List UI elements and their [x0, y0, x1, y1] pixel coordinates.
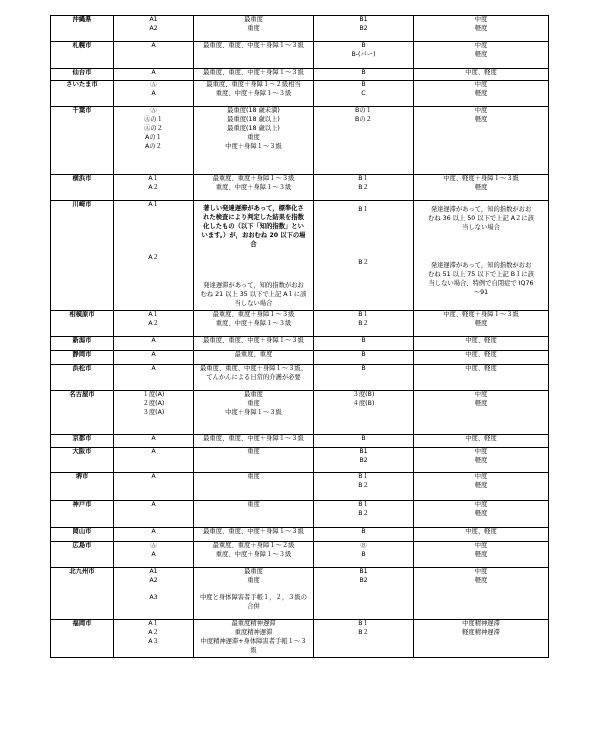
grade-cell: [114, 69, 194, 81]
grade-description-cell: [414, 107, 549, 175]
cell-text: 軽度: [474, 550, 488, 558]
cell-text: 著しい発達遅滞があって，標準化さ: [203, 205, 304, 212]
municipality-cell: 沖縄県: [51, 16, 114, 42]
grade-description-cell: [194, 542, 314, 568]
cell-text: 中度: [474, 473, 488, 480]
cell-text: B: [361, 435, 366, 442]
cell-text: 最重度: [244, 16, 263, 23]
grade-cell: [114, 81, 194, 107]
cell-text: 中度、軽度: [465, 435, 497, 442]
cell-text: B: [361, 365, 366, 372]
cell-text: 最重度、重度、中度＋身障１～３級: [203, 69, 304, 76]
cell-text: 重度: [247, 501, 260, 508]
cell-text: むね 51 以上 75 以下で上記 B１に該: [428, 270, 534, 278]
municipality-cell: 広島市: [51, 542, 114, 568]
cell-text: Ⓐ: [150, 81, 157, 88]
cell-text: A3: [149, 593, 158, 601]
grade-description-cell: [414, 568, 549, 620]
municipality-cell: 千葉市: [51, 107, 114, 175]
grade-cell: [314, 528, 414, 542]
cell-text: Bの１: [355, 107, 372, 114]
grade-description-cell: [194, 311, 314, 337]
cell-text: 重度: [247, 133, 260, 141]
cell-text: A１: [148, 175, 159, 182]
grade-description-cell: [414, 337, 549, 351]
grade-description-cell: [194, 69, 314, 81]
cell-text: むね 36 以上 50 以下で上記 A２に該: [428, 214, 534, 222]
municipality-cell: 札幌市: [51, 42, 114, 69]
cell-text: 重度: [247, 24, 260, 32]
cell-text: B1: [359, 16, 368, 23]
cell-text: 発達遅滞があって，知的指数がおお: [430, 206, 532, 213]
cell-text: 最重度(18 歳以上): [227, 124, 280, 132]
grade-cell: [114, 528, 194, 542]
cell-text: 最重度、重度＋身障１～３級: [212, 311, 295, 318]
table-row: [51, 448, 549, 473]
grade-description-cell: [194, 528, 314, 542]
grade-cell: [114, 473, 194, 501]
table-body: [51, 16, 549, 658]
cell-text: 軽度: [474, 50, 488, 58]
cell-text: B2: [359, 24, 368, 32]
cell-text: B: [361, 42, 366, 49]
cell-text: A１: [148, 311, 159, 318]
cell-text: 中度、軽度: [465, 337, 497, 344]
table-row: [51, 311, 549, 337]
cell-text: むね 21 以上 35 以下で上記 A１に該: [200, 290, 307, 298]
cell-text: A: [151, 42, 156, 49]
cell-text: 重度、中度＋身障１～３級: [215, 183, 292, 191]
cell-text: A２: [148, 183, 159, 191]
table-row: [51, 473, 549, 501]
municipality-cell: 川崎市: [51, 201, 114, 311]
grade-description-cell: [414, 391, 549, 435]
cell-text: ３度(B): [352, 391, 375, 398]
grade-description-cell: [194, 448, 314, 473]
grade-description-cell: [414, 435, 549, 448]
municipality-cell: 仙台市: [51, 69, 114, 81]
cell-text: １度(A): [142, 391, 165, 398]
cell-text: 重度精神遅滞: [234, 628, 273, 636]
table-row: [51, 435, 549, 448]
grade-cell: [114, 620, 194, 658]
cell-text: B: [361, 528, 366, 535]
table-row: [51, 201, 549, 311]
grade-cell: [114, 501, 194, 528]
grade-description-cell: [414, 528, 549, 542]
cell-text: 中度: [474, 448, 488, 455]
cell-text: 中度: [474, 42, 488, 49]
cell-text: 中度、軽度: [465, 365, 497, 372]
grade-cell: [314, 201, 414, 311]
cell-text: ～91: [473, 288, 489, 296]
grade-cell: [114, 568, 194, 620]
cell-text: 中度: [474, 391, 488, 398]
grade-cell: [114, 435, 194, 448]
grade-description-cell: [194, 568, 314, 620]
classification-table: [50, 15, 549, 658]
cell-text: Ⓐ: [150, 542, 157, 549]
grade-cell: [314, 568, 414, 620]
cell-text: A: [151, 69, 156, 76]
cell-text: 重度、中度＋身障１～３級: [215, 89, 292, 97]
cell-text: A: [151, 435, 156, 442]
grade-cell: [314, 311, 414, 337]
grade-cell: [114, 42, 194, 69]
cell-text: B2: [359, 576, 368, 584]
grade-description-cell: [194, 391, 314, 435]
cell-text: 重度、中度＋身障１～３級: [215, 550, 292, 558]
cell-text: B１: [358, 473, 369, 480]
grade-description-cell: [194, 620, 314, 658]
grade-description-cell: [194, 337, 314, 351]
grade-cell: [114, 351, 194, 365]
grade-description-cell: [194, 175, 314, 201]
cell-text: A: [151, 550, 156, 558]
municipality-cell: 堺市: [51, 473, 114, 501]
cell-text: B２: [358, 481, 369, 489]
cell-text: B: [361, 337, 366, 344]
municipality-cell: 北九州市: [51, 568, 114, 620]
cell-text: てんかんによる日常的介護が必要: [206, 373, 301, 381]
grade-description-cell: [414, 448, 549, 473]
grade-description-cell: [414, 473, 549, 501]
table-row: [51, 365, 549, 391]
grade-description-cell: [194, 473, 314, 501]
cell-text: Ⓐの２: [144, 124, 163, 132]
grade-description-cell: [194, 201, 314, 311]
cell-text: A2: [149, 24, 158, 32]
table-row: [51, 542, 549, 568]
cell-text: 当しない場合: [462, 223, 500, 231]
cell-text: A２: [148, 628, 159, 636]
cell-text: B２: [358, 183, 369, 191]
grade-description-cell: [194, 107, 314, 175]
table-row: [51, 81, 549, 107]
cell-text: 軽度: [474, 24, 488, 32]
cell-text: 軽度: [474, 481, 488, 489]
grade-description-cell: [414, 81, 549, 107]
cell-text: B: [361, 550, 366, 558]
grade-description-cell: [194, 81, 314, 107]
grade-description-cell: [194, 351, 314, 365]
grade-description-cell: [414, 16, 549, 42]
cell-text: Bの２: [355, 115, 372, 123]
grade-cell: [114, 448, 194, 473]
grade-description-cell: [194, 42, 314, 69]
cell-text: 中度: [474, 81, 488, 88]
cell-text: B２: [358, 509, 369, 517]
cell-text: B-(バー): [351, 50, 376, 58]
municipality-cell: さいたま市: [51, 81, 114, 107]
grade-cell: [314, 435, 414, 448]
cell-text: 中度: [474, 107, 488, 114]
cell-text: 最重度精神遅滞: [231, 620, 276, 627]
cell-text: 最重度、重度: [234, 351, 273, 358]
table-row: [51, 568, 549, 620]
cell-text: B１: [358, 620, 369, 627]
table-row: [51, 337, 549, 351]
cell-text: A１: [148, 620, 159, 627]
grade-description-cell: [414, 201, 549, 311]
cell-text: 重度: [247, 399, 260, 407]
cell-text: 最重度: [244, 391, 263, 398]
cell-text: 中度精神遅滞+身体障害者手帳１～３: [200, 637, 307, 645]
grade-description-cell: [414, 365, 549, 391]
grade-cell: [314, 391, 414, 435]
cell-text: 中度＋身障１～３級: [225, 408, 282, 416]
cell-text: 最重度、重度、中度＋身障１～３級: [203, 42, 304, 49]
grade-description-cell: [414, 42, 549, 69]
grade-description-cell: [414, 542, 549, 568]
municipality-cell: 福岡市: [51, 620, 114, 658]
cell-text: A1: [149, 16, 158, 23]
cell-text: 軽度: [474, 399, 488, 407]
cell-text: A2: [149, 576, 158, 584]
grade-cell: [314, 620, 414, 658]
grade-description-cell: [414, 620, 549, 658]
municipality-cell: 相模原市: [51, 311, 114, 337]
cell-text: 中度と身体障害者手帳１，２，３級の: [199, 593, 308, 601]
municipality-cell: 京都市: [51, 435, 114, 448]
cell-text: B１: [358, 501, 369, 508]
cell-text: 発達遅滞があって，知的指数がおお: [203, 281, 304, 289]
grade-cell: [314, 107, 414, 175]
grade-description-cell: [194, 435, 314, 448]
cell-text: 中度、軽度: [465, 351, 497, 358]
grade-cell: [314, 365, 414, 391]
municipality-cell: 静岡市: [51, 351, 114, 365]
cell-text: 中度＋身障１～３級: [225, 142, 282, 150]
grade-description-cell: [194, 501, 314, 528]
cell-text: ２度(A): [142, 399, 165, 407]
municipality-cell: 横浜市: [51, 175, 114, 201]
cell-text: 最重度、重度＋身障１～２級相当: [206, 81, 301, 88]
grade-cell: [314, 16, 414, 42]
grade-cell: [314, 501, 414, 528]
cell-text: A: [151, 448, 156, 455]
grade-cell: [114, 16, 194, 42]
cell-text: 軽度: [474, 319, 488, 327]
cell-text: 最重度、重度、中度＋身障１～３級: [203, 435, 304, 442]
cell-text: 中度、軽度: [465, 69, 497, 76]
cell-text: 中度、軽度＋身障１～３級: [443, 175, 519, 182]
cell-text: B１: [358, 206, 369, 213]
cell-text: B2: [359, 456, 368, 464]
cell-text: 最重度、重度、中度＋身障１～３級、: [199, 365, 308, 372]
cell-text: 級: [250, 646, 257, 654]
grade-description-cell: [194, 365, 314, 391]
grade-cell: [314, 542, 414, 568]
cell-text: 中度、軽度＋身障１～３級: [443, 311, 519, 318]
grade-cell: [314, 448, 414, 473]
table-row: [51, 391, 549, 435]
cell-text: A: [151, 89, 156, 97]
cell-text: 軽度: [474, 509, 488, 517]
table-row: [51, 351, 549, 365]
cell-text: 中度: [474, 542, 488, 549]
cell-text: B1: [359, 448, 368, 455]
cell-text: 合併: [247, 602, 260, 610]
cell-text: 合: [250, 240, 257, 248]
cell-text: 最重度(18 歳未満): [227, 107, 280, 114]
cell-text: Aの２: [145, 142, 162, 150]
cell-text: A: [151, 501, 156, 508]
cell-text: 軽度: [474, 456, 488, 464]
cell-text: A1: [149, 568, 158, 575]
grade-cell: [114, 311, 194, 337]
cell-text: A３: [148, 637, 159, 645]
cell-text: 最重度、重度、中度＋身障１～３級: [203, 528, 304, 535]
grade-description-cell: [194, 16, 314, 42]
cell-text: 重度: [247, 576, 260, 584]
cell-text: 最重度、重度＋身障１～３級: [212, 175, 295, 182]
grade-cell: [314, 81, 414, 107]
cell-text: 化したもの（以下「知的指数」とい: [203, 222, 304, 230]
cell-text: 中度、軽度: [465, 528, 497, 535]
cell-text: います。）が，おおむね 20 以下の場: [201, 231, 306, 239]
cell-text: 軽度: [474, 89, 488, 97]
cell-text: 中度精神遅滞: [462, 620, 500, 627]
cell-text: A: [151, 365, 156, 372]
grade-cell: [314, 69, 414, 81]
grade-description-cell: [414, 69, 549, 81]
grade-cell: [114, 175, 194, 201]
table-row: [51, 501, 549, 528]
cell-text: B１: [358, 175, 369, 182]
cell-text: B: [361, 69, 366, 76]
cell-text: B１: [358, 311, 369, 318]
grade-description-cell: [414, 501, 549, 528]
grade-cell: [314, 337, 414, 351]
grade-cell: [114, 365, 194, 391]
municipality-cell: 岡山市: [51, 528, 114, 542]
municipality-cell: 新潟市: [51, 337, 114, 351]
cell-text: B２: [358, 319, 369, 327]
cell-text: 重度: [247, 473, 260, 480]
grade-cell: [314, 175, 414, 201]
municipality-cell: 名古屋市: [51, 391, 114, 435]
grade-description-cell: [414, 175, 549, 201]
cell-text: 最重度(18 歳以上): [227, 115, 280, 123]
cell-text: 重度: [247, 448, 260, 455]
cell-text: 中度: [474, 568, 488, 575]
cell-text: A: [151, 528, 156, 535]
cell-text: A: [151, 337, 156, 344]
grade-cell: [114, 337, 194, 351]
grade-cell: [114, 107, 194, 175]
cell-text: 軽度: [474, 115, 488, 123]
cell-text: 発達遅滞があって，知的指数がおお: [430, 261, 532, 269]
municipality-cell: 大阪市: [51, 448, 114, 473]
grade-cell: [314, 473, 414, 501]
cell-text: 当しない場合、特例で自閉症で IQ76: [428, 279, 534, 287]
cell-text: 軽度精神遅滞: [462, 628, 500, 636]
cell-text: 最重度: [244, 568, 263, 575]
cell-text: れた検査により判定した結果を指数: [203, 213, 304, 221]
cell-text: B２: [358, 628, 369, 636]
municipality-cell: 神戸市: [51, 501, 114, 528]
grade-cell: [114, 391, 194, 435]
cell-text: Ⓐの１: [144, 115, 163, 123]
table-row: [51, 175, 549, 201]
cell-text: ３度(A): [142, 408, 165, 416]
cell-text: B: [361, 351, 366, 358]
table-row: [51, 107, 549, 175]
cell-text: Ⓐ: [150, 107, 157, 114]
table-row: [51, 620, 549, 658]
cell-text: C: [361, 89, 366, 97]
cell-text: B: [361, 81, 366, 88]
table-row: [51, 42, 549, 69]
cell-text: 当しない場合: [234, 299, 273, 307]
cell-text: ４度(B): [352, 399, 375, 407]
cell-text: A１: [148, 201, 159, 208]
cell-text: A: [151, 351, 156, 358]
cell-text: 中度: [474, 501, 488, 508]
cell-text: A２: [148, 319, 159, 327]
grade-cell: [314, 351, 414, 365]
cell-text: B２: [358, 258, 369, 266]
municipality-cell: 浜松市: [51, 365, 114, 391]
cell-text: 重度、中度＋身障１～３級: [215, 319, 292, 327]
cell-text: A: [151, 473, 156, 480]
table-row: [51, 16, 549, 42]
cell-text: A２: [148, 253, 159, 261]
cell-text: 中度: [474, 16, 488, 23]
table-row: [51, 69, 549, 81]
cell-text: 軽度: [474, 576, 488, 584]
cell-text: Ⓑ: [360, 542, 367, 549]
cell-text: Aの１: [145, 133, 162, 141]
cell-text: 最重度、重度、中度＋身障１～３級: [203, 337, 304, 344]
cell-text: 最重度、重度＋身障１～２級: [212, 542, 295, 549]
table-row: [51, 528, 549, 542]
grade-cell: [114, 201, 194, 311]
grade-description-cell: [414, 351, 549, 365]
grade-description-cell: [414, 311, 549, 337]
cell-text: B1: [359, 568, 368, 575]
cell-text: 軽度: [474, 183, 488, 191]
grade-cell: [114, 542, 194, 568]
grade-cell: [314, 42, 414, 69]
